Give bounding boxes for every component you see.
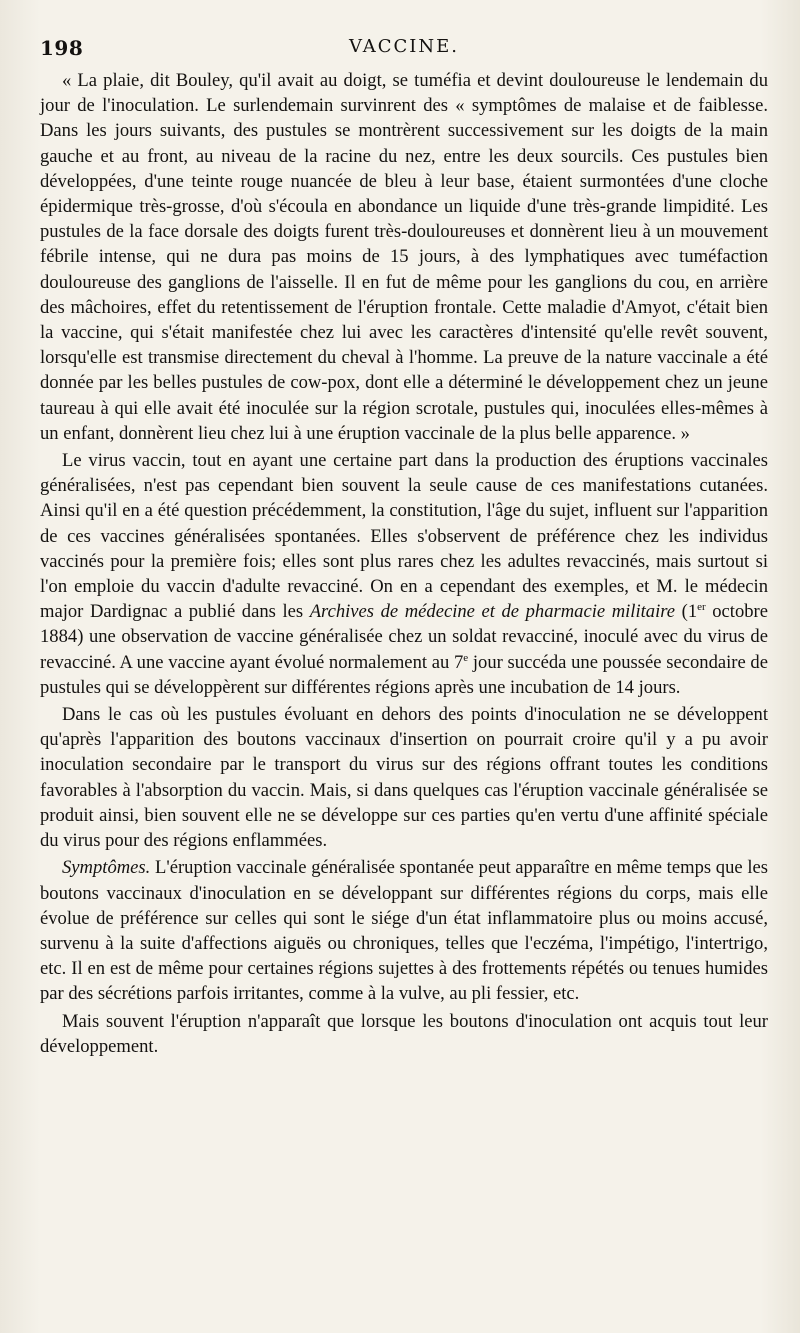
page-number: 198 bbox=[40, 36, 84, 60]
ordinal-suffix: er bbox=[697, 601, 706, 614]
paragraph-text: L'éruption vaccinale généralisée spontanée peut apparaître en même temps que les boutons vaccinaux d'inoculation en se développant sur différentes régions du corps, mais elle évolue de préférence sur celles qui sont le siége d'un état inflammatoire plus ou moins accusé, survenu à la suite d'affections aiguës ou chroniques, telles que l'eczéma, l'impétigo, l'intertrigo, etc. Il en est de même pour certaines régions sujettes à des frottements répétés ou tenues humides par des sécrétions parfois irritantes, comme à la vulve, au pli fessier, etc. bbox=[40, 857, 768, 1005]
paragraph-text: octobre 1884) une observation de vaccine généralisée chez un soldat revacciné, inoculé avec du virus de revacciné. A une vaccine ayant évolué normalement au 7 bbox=[40, 601, 768, 673]
paragraph-eruption: Mais souvent l'éruption n'apparaît que lorsque les boutons d'inoculation ont acquis tout leur développement. bbox=[40, 1010, 768, 1057]
running-title: VACCINE. bbox=[348, 36, 460, 57]
body-text bbox=[40, 68, 768, 1059]
section-lead: Symptômes. bbox=[62, 857, 151, 879]
page-header bbox=[40, 36, 768, 60]
paragraph-text: Le virus vaccin, tout en ayant une certaine part dans la production des éruptions vaccinales généralisées, n'est pas cependant bien souvent la seule cause de ces manifestations cutanées. Ainsi qu'il en a été question précédemment, la constitution, l'âge du sujet, influent sur l'apparition de ces vaccines généralisées spontanées. Elles s'observent de préférence chez les individus vaccinés pour la première fois; elles sont plus rares chez les adultes revaccinés, mais surtout si l'on emploie du vaccin d'adulte revacciné. On en a cependant des exemples, et M. le médecin major Dardignac a publié dans les bbox=[40, 450, 768, 623]
ordinal-suffix: e bbox=[463, 651, 469, 664]
paragraph-bouley-quote: « La plaie, dit Bouley, qu'il avait au doigt, se tuméfia et devint douloureuse le lendemain du jour de l'inoculation. Le surlendemain survinrent des « symptômes de malaise et de faiblesse. Dans les jours suivants, des pustules se montrèrent successivement sur les doigts de la main gauche et au front, au niveau de la racine du nez, entre les deux sourcils. Ces pustules bien développées, d'une teinte rouge nuancée de bleu à leur base, étaient surmontées d'une cloche épidermique très-grosse, d'où s'écoula en abondance un liquide d'une très-grande limpidité. Les pustules de la face dorsale des doigts furent très-douloureuses et donnèrent lieu à un mouvement fébrile intense, qui ne dura pas moins de 15 jours, à des lymphatiques avec tuméfaction douloureuse des ganglions de l'aisselle. Il en fut de même pour les ganglions du cou, en arrière des mâchoires, effet du retentissement de l'éruption frontale. Cette maladie d'Amyot, c'était bien la vaccine, qui s'était manifestée chez lui avec les caractères d'intensité qu'elle revêt souvent, lorsqu'elle est transmise directement du cheval à l'homme. La preuve de la nature vaccinale a été donnée par les belles pustules de cow-pox, dont elle a déterminé le développement chez un jeune taureau à qui elle avait été inoculée sur la région scrotale, pustules qui, inoculées elles-mêmes à un enfant, donnèrent lieu chez lui à une éruption vaccinale de la plus belle apparence. » bbox=[40, 70, 768, 444]
paragraph-text: jour succéda une poussée secondaire de pustules qui se développèrent sur différentes régions après une incubation de 14 jours. bbox=[40, 651, 768, 698]
journal-title: Archives de médecine et de pharmacie militaire bbox=[309, 601, 676, 623]
paragraph-inoculation-secondaire: Dans le cas où les pustules évoluant en dehors des points d'inoculation ne se développent qu'après l'apparition des boutons vaccinaux d'insertion on pourrait croire qu'il y a pu avoir inoculation secondaire par le transport du virus sur des régions offrant toutes les conditions favorables à l'absorption du vaccin. Mais, si dans quelques cas l'éruption vaccinale généralisée se produit ainsi, bien souvent elle ne se développe sur ces parties qu'en vertu d'une affinité spéciale du virus pour des régions enflammées. bbox=[40, 704, 768, 852]
paragraph-symptomes bbox=[40, 855, 768, 1006]
paragraph-virus-vaccin bbox=[40, 448, 768, 700]
paragraph-text: (1 bbox=[675, 601, 698, 623]
